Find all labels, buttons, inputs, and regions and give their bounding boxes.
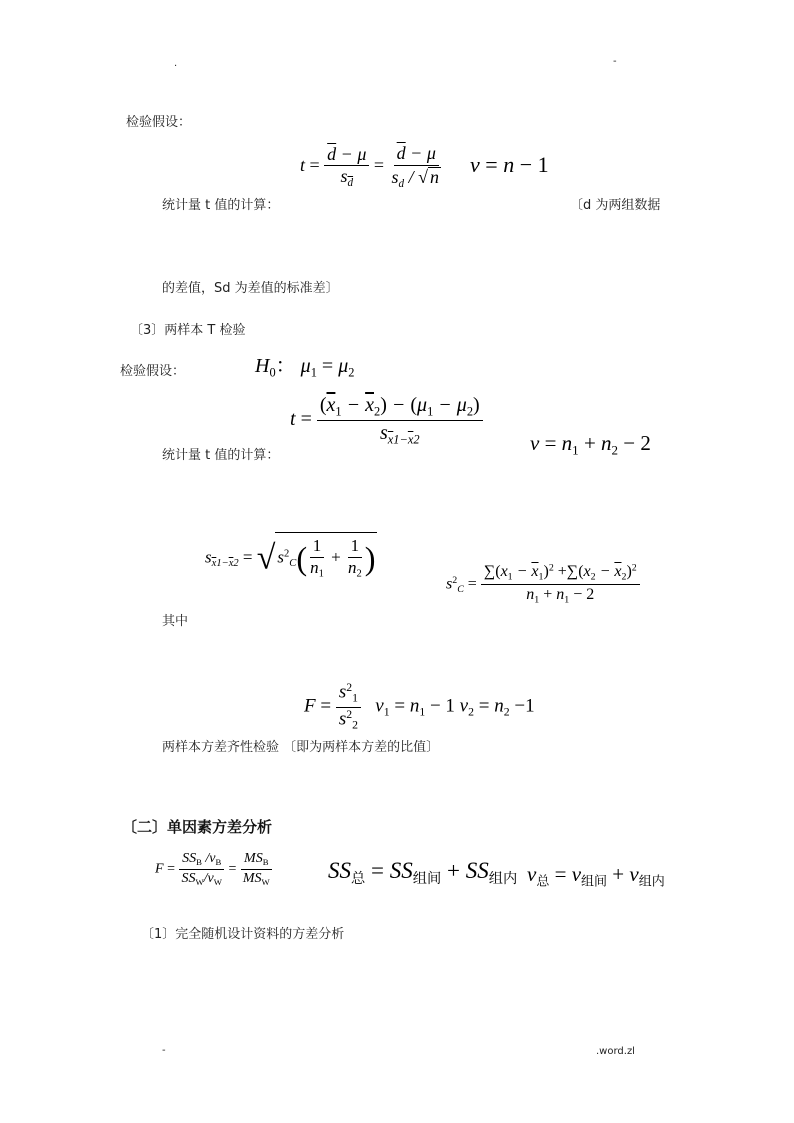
- anova-heading: 〔二〕单因素方差分析: [122, 818, 273, 836]
- ss-total-sub: 总: [351, 870, 366, 887]
- footer-left-mark: -: [162, 1045, 166, 1056]
- ss-within-sub: 组内: [488, 870, 518, 887]
- two-sample-t-formula: t = $\frac{(\overline{x}_1 - \overline{x}_2) - (\mu_1 - \mu_2)}{s_{\overline{x}1-\overline{x}2}}$: [290, 394, 483, 447]
- header-left-mark: .: [174, 58, 178, 69]
- df-total-sub: 总: [536, 874, 550, 890]
- where-label: 其中: [162, 614, 189, 629]
- two-sample-h0-formula: $H_0$： $\mu_1 = \mu_2$: [255, 353, 355, 380]
- paired-stat-label: 统计量 t 值的计算：: [162, 198, 280, 213]
- anova-df-formula: $\nu_总 = \nu_{组间} + \nu_{组内}$: [527, 862, 665, 890]
- two-sample-stat-label: 统计量 t 值的计算：: [162, 448, 280, 463]
- two-sample-hypothesis-label: 检验假设：: [120, 364, 186, 379]
- anova-ss-formula: $SS_总 = SS_{组间} + SS_{组内}$: [328, 858, 518, 887]
- pooled-se-formula: $s_{\overline{x}1-\overline{x}2}$ = √ $s^2_C$( $\frac{1}{n_1}$ + $\frac{1}{n_2}$ ): [205, 532, 377, 580]
- paired-df-formula: ν = n − 1: [470, 152, 549, 177]
- paired-note-part2: 的差值，Sd 为差值的标准差〕: [162, 281, 339, 296]
- two-sample-df-formula: $\nu = n_1 + n_2 - 2$: [530, 431, 651, 458]
- variance-test-label: 两样本方差齐性检验 〔即为两样本方差的比值〕: [162, 740, 440, 755]
- anova-f-formula: F = $\frac{SS_B /\nu_B}{SS_W/\nu_W}$ = $\frac{MS_B}{MS_W}$: [155, 851, 270, 887]
- pooled-variance-formula: $s^2_C$ = $\frac{\sum(x_1 - \overline{x}_1)^2 +\sum(x_2 - \overline{x}_2)^2}{n_1 + n_1 - 2}$: [446, 563, 640, 607]
- ss-between-sub: 组间: [412, 870, 442, 887]
- header-right-mark: -: [613, 56, 617, 67]
- footer-right-mark: .word.zl: [596, 1046, 635, 1057]
- df-within-sub: 组内: [638, 874, 665, 890]
- two-sample-section-title: 〔3〕两样本 T 检验: [130, 323, 246, 338]
- paired-hypothesis-label: 检验假设：: [126, 115, 192, 130]
- variance-f-formula: F = $\frac{s^2_1}{s^2_2}$ $\nu_1 = n_1 - 1$ $\nu_2 = n_2 -1$: [304, 681, 535, 732]
- df-between-sub: 组间: [581, 874, 608, 890]
- paired-note-part1: 〔d 为两组数据: [570, 198, 661, 213]
- paired-t-formula: t = $\frac{\overline{d} - \mu}{s_{\overline{d}}}$ = $\frac{\overline{d} - \mu}{s_d / √ n}$: [300, 143, 440, 190]
- anova-subtitle: 〔1〕完全随机设计资料的方差分析: [141, 927, 345, 942]
